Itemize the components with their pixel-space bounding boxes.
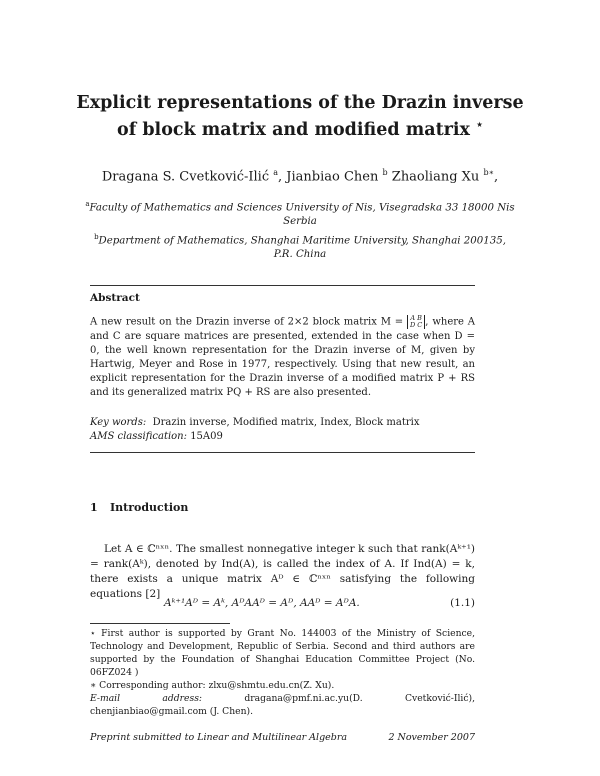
affiliation-b-sup: b xyxy=(94,233,99,241)
affiliation-a-line1: Faculty of Mathematics and Sciences University of Nis, Visegradska 33 18000 Nis xyxy=(89,202,515,214)
preprint-note: Preprint submitted to Linear and Multilinear Algebra xyxy=(90,732,348,743)
title-footnote-star: ⋆ xyxy=(476,118,483,131)
author-3: Zhaoliang Xu xyxy=(391,169,480,185)
equation-number: (1.1) xyxy=(450,597,475,609)
ams-line xyxy=(90,430,419,444)
affiliation-b-line1: Department of Mathematics, Shanghai Maritime University, Shanghai 200135, xyxy=(98,235,506,247)
affiliation-a-sup: a xyxy=(85,200,90,208)
footnote-corresponding: ∗ Corresponding author: zlxu@shmtu.edu.cn(Z. Xu). xyxy=(90,680,335,691)
email-label: E-mail address: xyxy=(90,693,203,704)
equation-formula: Aᵏ⁺¹Aᴰ = Aᵏ, AᴰAAᴰ = Aᴰ, AAᴰ = AᴰA. xyxy=(164,597,360,609)
section-number: 1 xyxy=(90,501,98,514)
author-2: Jianbiao Chen xyxy=(286,169,379,185)
affiliation-b xyxy=(85,230,515,262)
author-3-corresponding-mark: ∗ xyxy=(488,168,494,177)
section-title: Introduction xyxy=(110,501,189,514)
abstract-top-rule xyxy=(90,285,475,286)
affiliation-b-line2: P.R. China xyxy=(273,249,327,261)
title-line-2 xyxy=(60,114,540,141)
author-1: Dragana S. Cvetković-Ilić xyxy=(101,169,270,185)
affiliation-a xyxy=(85,197,515,229)
ams-value: 15A09 xyxy=(190,431,223,442)
abstract-bottom-rule xyxy=(90,452,475,453)
ams-label: AMS classification: xyxy=(90,431,187,442)
footnote-rule xyxy=(90,623,230,624)
keywords-value: Drazin inverse, Modified matrix, Index, Block matrix xyxy=(152,417,420,428)
footnote-funding: ⋆ First author is supported by Grant No. 144003 of the Ministry of Science, Technology and Development, Republic of Serbia. Second and third authors are supported by the Foundation of Shanghai Education Committee Project (No. 06FZ024 ) xyxy=(90,628,475,678)
author-2-affiliation: b xyxy=(382,168,388,177)
abstract-part-1: A new result on the Drazin inverse of 2×2 block matrix M = xyxy=(90,316,408,328)
email-addresses: dragana@pmf.ni.ac.yu(D. Cvetković-Ilić), chenjianbiao@gmail.com (J. Chen). xyxy=(90,693,475,717)
author-list: Dragana S. Cvetković-Ilić $^a$, Jianbiao Chen $^b$ Zhaoliang Xu $^{b∗}$, xyxy=(101,168,499,185)
footnotes xyxy=(90,627,475,718)
keywords-line xyxy=(90,416,419,430)
author-3-affiliation: b xyxy=(483,168,489,177)
preprint-date: 2 November 2007 xyxy=(388,732,475,743)
title-line-2-text: of block matrix and modified matrix xyxy=(117,119,470,140)
footnote-email xyxy=(90,692,475,718)
title-line-1: Explicit representations of the Drazin inverse xyxy=(76,93,524,113)
abstract-heading: Abstract xyxy=(90,292,140,304)
block-matrix-top: A B xyxy=(410,314,422,322)
keywords-label: Key words: xyxy=(90,417,147,428)
paper-title xyxy=(60,92,540,141)
block-matrix-bottom: D C xyxy=(410,321,423,329)
keywords-block xyxy=(90,416,419,444)
block-matrix xyxy=(407,315,425,329)
section-heading xyxy=(90,501,188,514)
affiliation-a-line2: Serbia xyxy=(283,216,317,228)
abstract-text xyxy=(90,315,475,400)
abstract-part-2: , where A and C are square matrices are presented, extended in the case when D = 0, the well known representation for the Drazin inverse of M, given by Hartwig, Meyer and Rose in 1977, respectively. Using that new result, an explicit representation for the Drazin inverse of a modified matrix P + RS and its generalized matrix PQ + RS are also presented. xyxy=(90,316,476,398)
body-paragraph: Let A ∈ ℂⁿˣⁿ. The smallest nonnegative integer k such that rank(Aᵏ⁺¹) = rank(Aᵏ), denoted by Ind(A), is called the index of A. If Ind(A) = k, there exists a unique matrix Aᴰ ∈ ℂⁿˣⁿ satisfying the following equations [2] xyxy=(90,543,475,600)
author-list-trail: , xyxy=(494,169,499,185)
body-text xyxy=(90,542,475,602)
author-1-affiliation: a xyxy=(273,168,279,177)
